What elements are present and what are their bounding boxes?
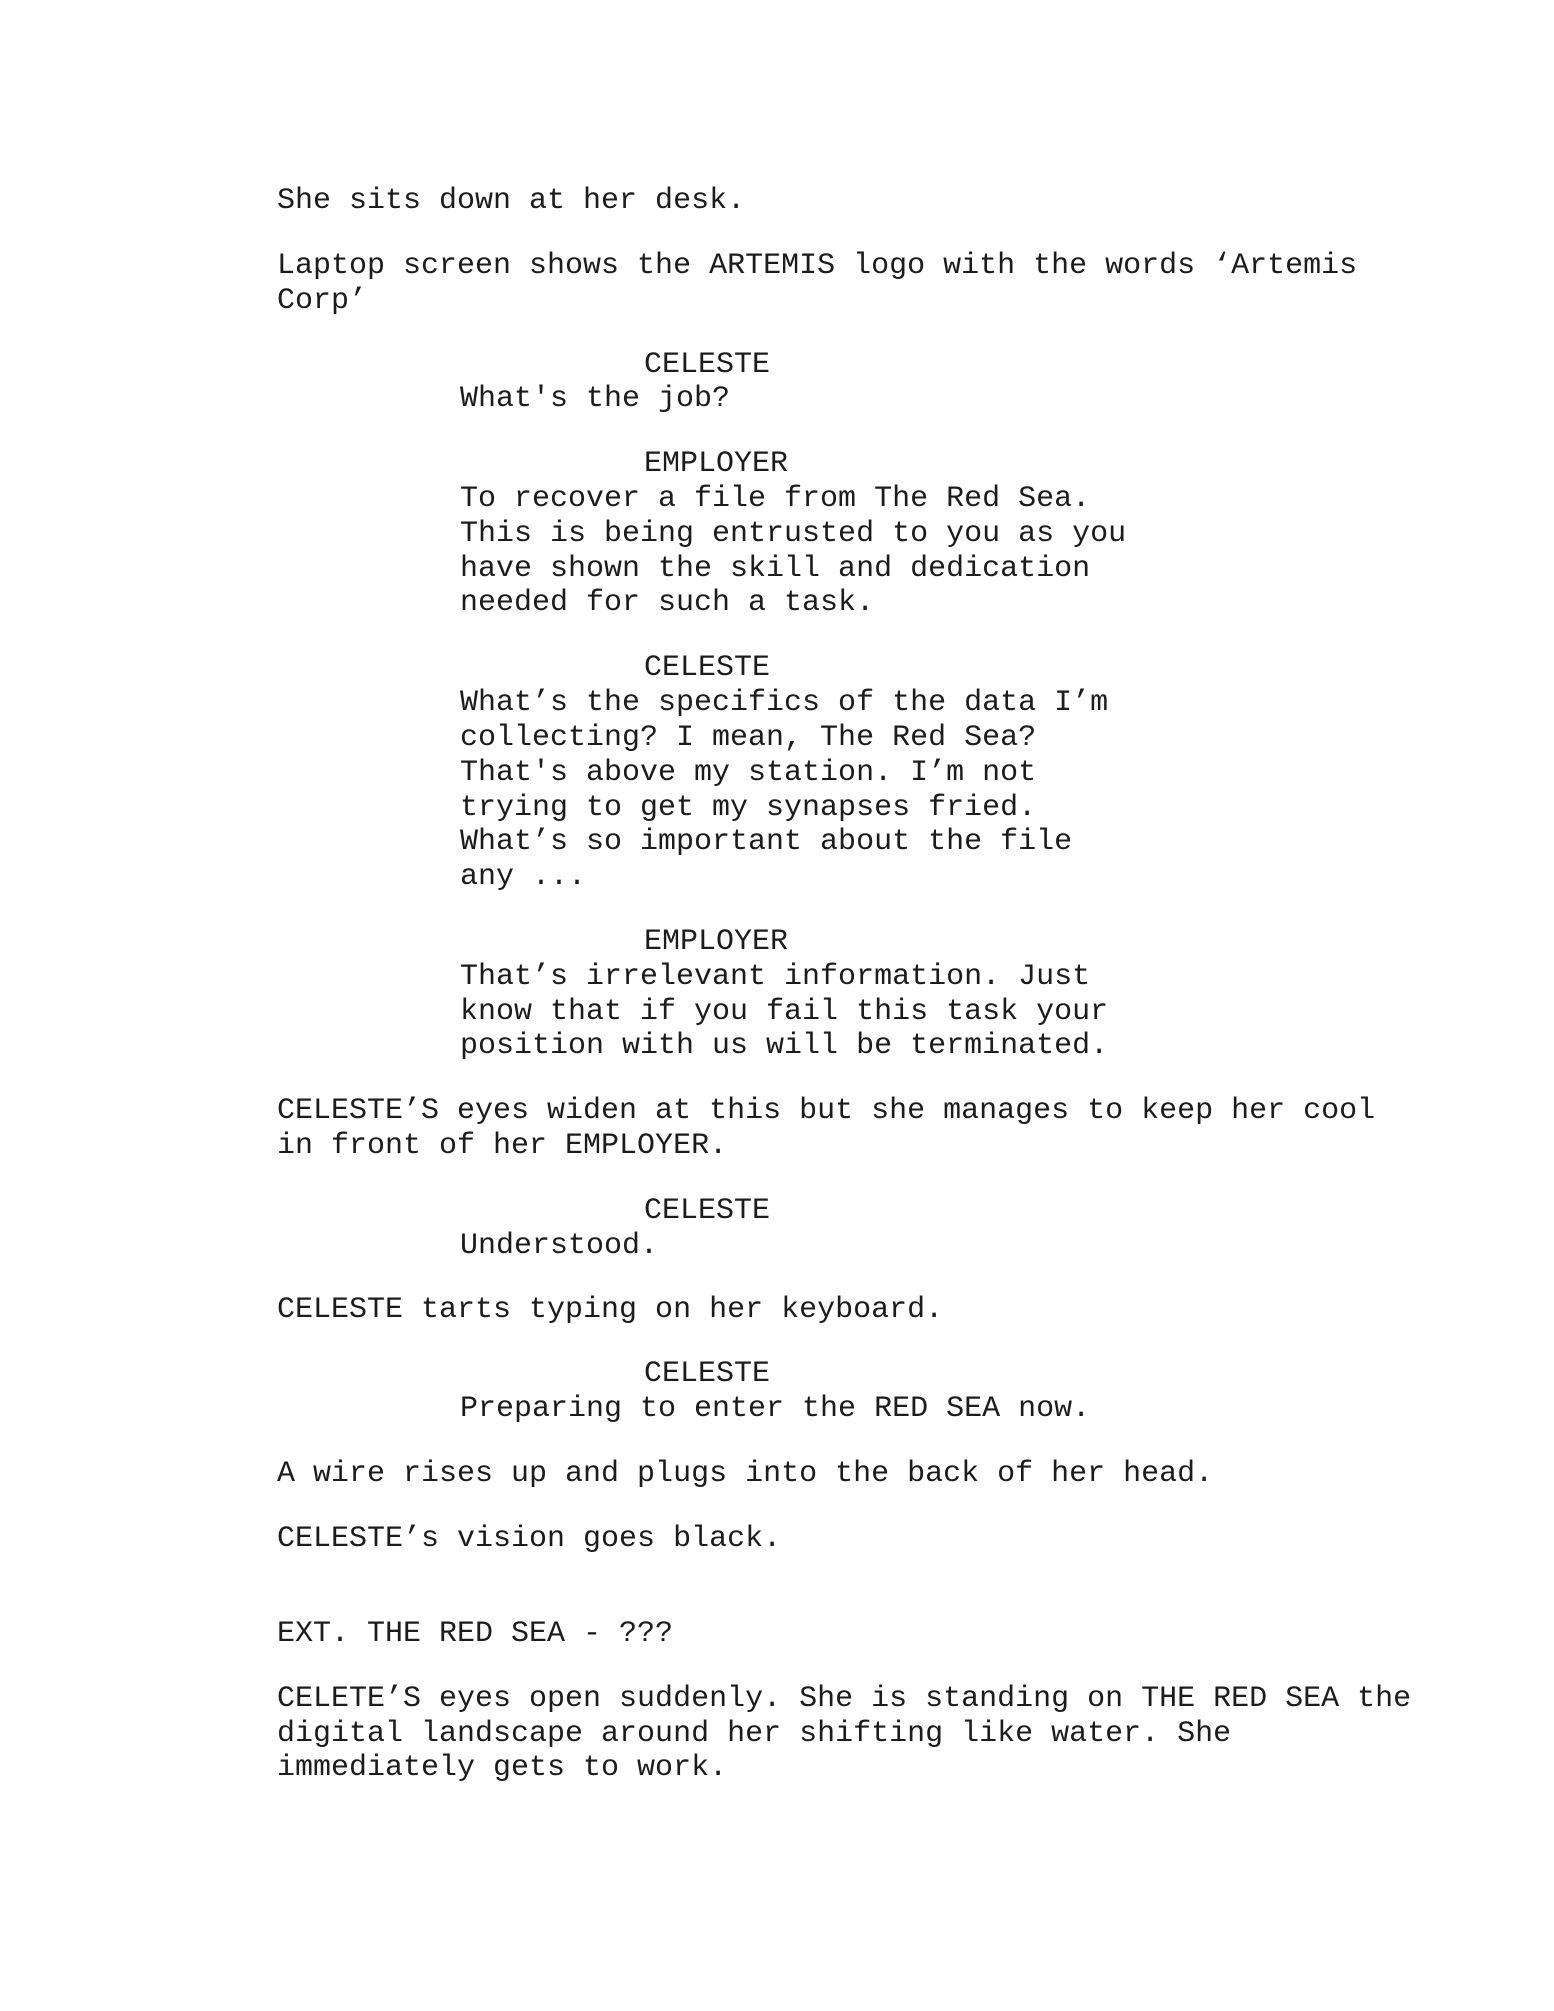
dialogue-line: position with us will be terminated.	[460, 1029, 1109, 1063]
dialogue-line: any ...	[460, 860, 587, 894]
dialogue-line: trying to get my synapses fried.	[460, 791, 1037, 825]
dialogue-line: That's above my station. I’m not	[460, 756, 1037, 790]
action-line: Corp’	[277, 284, 368, 318]
character-name: CELESTE	[644, 651, 771, 685]
dialogue-line: To recover a file from The Red Sea.	[460, 482, 1091, 516]
action-line: CELESTE’S eyes widen at this but she manages to keep her cool	[277, 1094, 1376, 1128]
action-line: Laptop screen shows the ARTEMIS logo with the words ‘Artemis	[277, 249, 1358, 283]
dialogue-line: That’s irrelevant information. Just	[460, 960, 1091, 994]
dialogue-line: What's the job?	[460, 382, 731, 416]
action-line: CELETE’S eyes open suddenly. She is standing on THE RED SEA the	[277, 1682, 1412, 1716]
dialogue-line: needed for such a task.	[460, 586, 875, 620]
dialogue-line: This is being entrusted to you as you	[460, 517, 1127, 551]
action-line: immediately gets to work.	[277, 1751, 728, 1785]
dialogue-line: know that if you fail this task your	[460, 995, 1109, 1029]
character-name: EMPLOYER	[644, 925, 789, 959]
dialogue-line: collecting? I mean, The Red Sea?	[460, 721, 1037, 755]
scene-heading: EXT. THE RED SEA - ???	[277, 1617, 674, 1651]
dialogue-line: What’s so important about the file	[460, 825, 1073, 859]
action-line: She sits down at her desk.	[277, 184, 746, 218]
character-name: CELESTE	[644, 1357, 771, 1391]
character-name: EMPLOYER	[644, 447, 789, 481]
character-name: CELESTE	[644, 348, 771, 382]
action-line: CELESTE tarts typing on her keyboard.	[277, 1293, 944, 1327]
dialogue-line: Preparing to enter the RED SEA now.	[460, 1392, 1091, 1426]
dialogue-line: have shown the skill and dedication	[460, 552, 1091, 586]
dialogue-line: What’s the specifics of the data I’m	[460, 686, 1109, 720]
action-line: CELESTE’s vision goes black.	[277, 1522, 782, 1556]
action-line: in front of her EMPLOYER.	[277, 1129, 728, 1163]
action-line: A wire rises up and plugs into the back of her head.	[277, 1457, 1214, 1491]
action-line: digital landscape around her shifting like water. She	[277, 1717, 1232, 1751]
character-name: CELESTE	[644, 1194, 771, 1228]
dialogue-line: Understood.	[460, 1229, 659, 1263]
